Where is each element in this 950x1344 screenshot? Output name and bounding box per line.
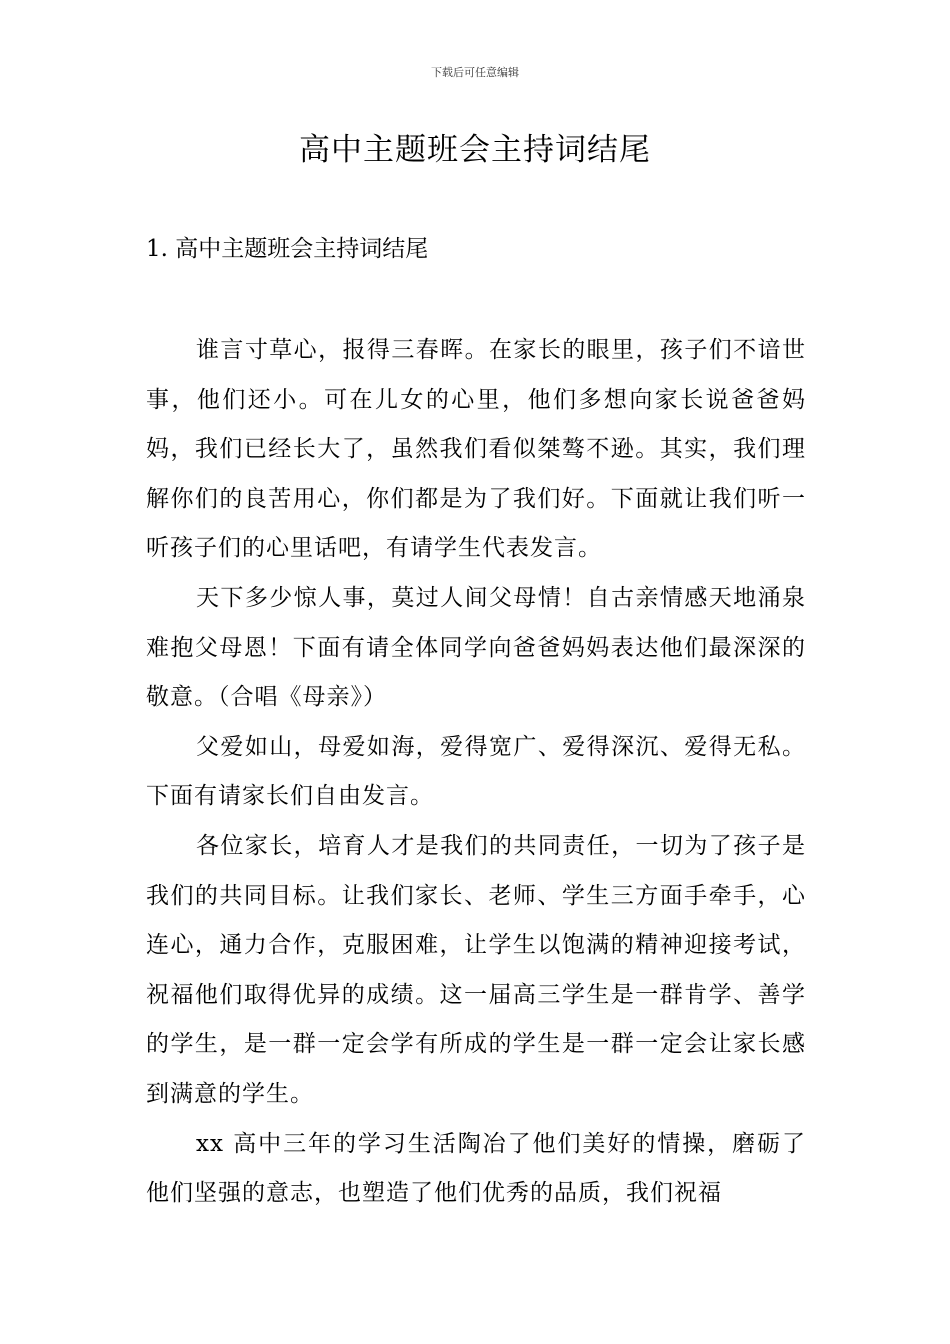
- section-heading: 1. 高中主题班会主持词结尾: [146, 236, 429, 262]
- document-title: 高中主题班会主持词结尾: [299, 132, 651, 168]
- header-note: 下载后可任意编辑: [431, 66, 519, 79]
- paragraph: 天下多少惊人事，莫过人间父母情！自古亲情感天地涌泉难抱父母恩！下面有请全体同学向爸爸妈妈表达他们最深深的敬意。（合唱《母亲》）: [146, 584, 806, 711]
- paragraph: 各位家长，培育人才是我们的共同责任，一切为了孩子是我们的共同目标。让我们家长、老师、学生三方面手牵手，心连心，通力合作，克服困难，让学生以饱满的精神迎接考试，祝福他们取得优异的成绩。这一届高三学生是一群肯学、善学的学生，是一群一定会学有所成的学生是一群一定会让家长感到满意的学生。: [146, 832, 806, 1107]
- paragraph: 父爱如山，母爱如海，爱得宽广、爱得深沉、爱得无私。下面有请家长们自由发言。: [146, 733, 806, 810]
- paragraph: 谁言寸草心，报得三春晖。在家长的眼里，孩子们不谙世事，他们还小。可在儿女的心里，他们多想向家长说爸爸妈妈，我们已经长大了，虽然我们看似桀骜不逊。其实，我们理解你们的良苦用心，你们都是为了我们好。下面就让我们听一听孩子们的心里话吧，有请学生代表发言。: [146, 337, 806, 562]
- body-text: [146, 326, 806, 1219]
- paragraph: xx 高中三年的学习生活陶冶了他们美好的情操，磨砺了他们坚强的意志，也塑造了他们优秀的品质，我们祝福: [146, 1130, 806, 1207]
